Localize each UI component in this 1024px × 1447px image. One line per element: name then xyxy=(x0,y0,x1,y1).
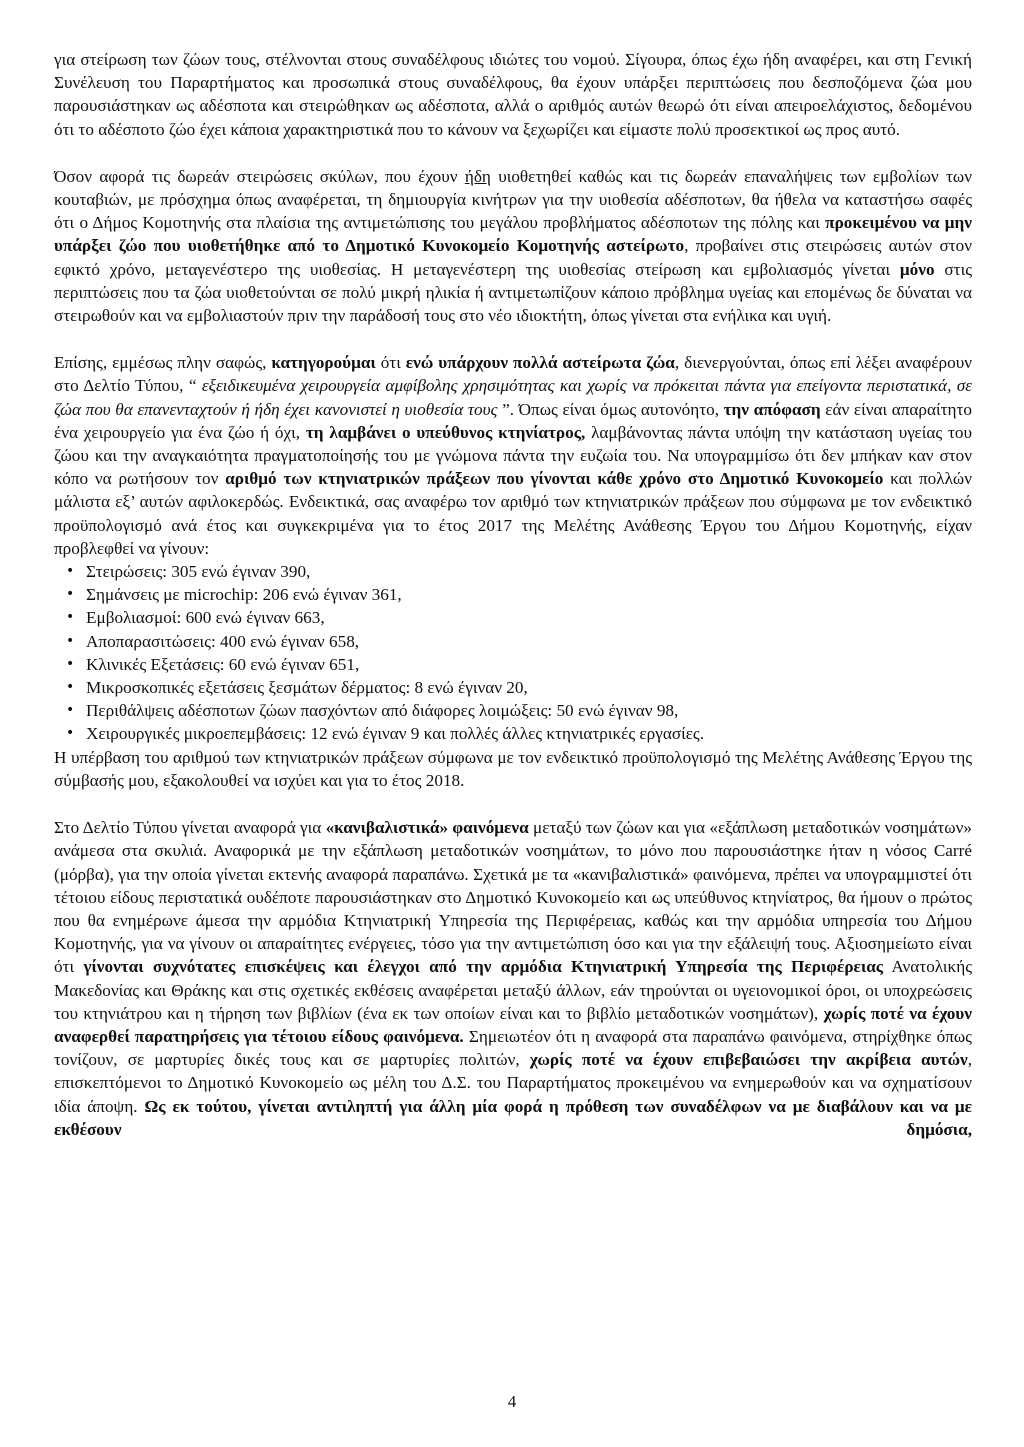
bold-text: «κανιβαλιστικά» φαινόμενα xyxy=(325,818,529,838)
bold-text: Ως εκ τούτου, γίνεται αντιληπτή για άλλη μία φορά η πρόθεση των συναδέλφων να με διαβάλουν και να με εκθέσουν δημόσια, xyxy=(54,1096,972,1139)
text: μεταξύ των ζώων και για «εξάπλωση μεταδοτικών νοσημάτων» ανάμεσα στα σκυλιά. Αναφορικά με την εξάπλωση μεταδοτικών νοσημάτων, το μόνο που παρουσιάστηκε ήταν η νόσος Carré (μόρβα), για την οποία γίνεται εκτενής αναφορά παραπάνω. Σχετικά με τα «κανιβαλιστικά» φαινόμενα, πρέπει να υπογραμμιστεί ότι τέτοιου είδους περιστατικά ουδέποτε παρουσιάστηκαν στο Δημοτικό Κυνοκομείο και ως υπεύθυνος κτηνίατρος, θα ήμουν ο πρώτος που θα ενημέρωνε άμεσα την αρμόδια Κτηνιατρική Υπηρεσία της Περιφέρειας, καθώς και την αρμόδια υπηρεσία του Δήμου Κομοτηνής, για να γίνουν οι απαραίτητες ενέργειες, τόσο για την αντιμετώπιση όσο και για την εξάλειψή τους. Αξιοσημείωτο είναι ότι xyxy=(54,818,972,977)
text: υιοθετηθεί καθώς και τις δωρεάν επαναλήψεις των εμβολίων των κουταβιών, με πρόσχημα όπως αναφέρεται, τη δημιουργία κινήτρων για την υιοθεσία αδέσποτων, θα ήθελα να καταστήσω σαφές ότι ο Δήμος Κομοτηνής στα πλαίσια της αντιμετώπισης του μεγάλου προβλήματος αδέσποτων της πόλης και xyxy=(54,166,972,233)
document-page xyxy=(54,48,972,1141)
paragraph-gap xyxy=(54,141,972,165)
text: Σημειωτέον ότι η αναφορά στα παραπάνω φαινόμενα, στηρίχθηκε όπως τονίζουν, σε μαρτυρίες δικές τους και σε μαρτυρίες πολιτών, xyxy=(54,1026,972,1070)
bold-text: ενώ υπάρχουν πολλά αστείρωτα ζώα xyxy=(405,353,675,373)
paragraph-gap xyxy=(54,792,972,816)
text: Επίσης, εμμέσως πλην σαφώς, xyxy=(54,353,272,373)
procedures-list xyxy=(54,560,972,746)
italic-quote: εξειδικευμένα χειρουργεία αμφίβολης χρησιμότητας και χωρίς να πρόκειται πάντα για επείγοντα περιστατικά, σε ζώα που θα επανενταχτούν ή ήδη έχει κανονιστεί η υιοθεσία τους xyxy=(54,376,972,419)
text: εάν είναι απαραίτητο ένα χειρουργείο για ένα ζώο ή όχι, xyxy=(54,399,972,442)
list-item: • Σημάνσεις με microchip: 206 ενώ έγιναν 361, xyxy=(54,583,972,606)
list-item: • Στειρώσεις: 305 ενώ έγιναν 390, xyxy=(54,560,972,583)
bold-text: κατηγορούμαι xyxy=(271,353,376,373)
bold-text: την απόφαση xyxy=(723,399,821,419)
list-item: • Κλινικές Εξετάσεις: 60 ενώ έγιναν 651, xyxy=(54,653,972,676)
underlined-text: ήδη xyxy=(464,166,491,186)
text: Όσον αφορά τις δωρεάν στειρώσεις σκύλων, που έχουν xyxy=(54,166,465,186)
text: ”. Όπως είναι όμως αυτονόητο, xyxy=(497,399,724,419)
bold-text: μόνο xyxy=(899,259,935,279)
bold-text: προκειμένου να μην υπάρξει ζώο που υιοθετήθηκε από το Δημοτικό Κυνοκομείο Κομοτηνής αστείρωτο xyxy=(54,213,972,256)
text: Ανατολικής Μακεδονίας και Θράκης και στις σχετικές εκθέσεις αναφέρεται μεταξύ άλλων, εάν τηρούνται οι υγειονομικοί όροι, οι υποχρεώσεις του κτηνιάτρου και η τήρηση των βιβλίων (ένα εκ των οποίων είναι και το βιβλίο μεταδοτικών νοσημάτων), xyxy=(54,957,973,1023)
list-item: • Εμβολιασμοί: 600 ενώ έγιναν 663, xyxy=(54,606,972,629)
text: , διενεργούνται, όπως επί λέξει αναφέρουν στο Δελτίο Τύπου, “ xyxy=(54,353,973,396)
paragraph-1 xyxy=(54,48,972,141)
bold-text: τη λαμβάνει ο υπεύθυνος κτηνίατρος, xyxy=(305,422,586,442)
paragraph-2 xyxy=(54,165,972,327)
text: και πολλών μάλιστα εξ’ αυτών αφιλοκερδώς. Ενδεικτικά, σας αναφέρω τον αριθμό των κτηνιατρικών πράξεων που σύμφωνα με τον ενδεικτικό προϋπολογισμό ανά έτος και συγκεκριμένα για το έτος 2017 της Μελέτης Ανάθεσης Έργου του Δήμου Κομοτηνής, είχαν προβλεφθεί να γίνουν: xyxy=(54,469,973,558)
text: , επισκεπτόμενοι το Δημοτικό Κυνοκομείο ως μέλη του Δ.Σ. του Παραρτήματος προκειμένου να ενημερωθούν και να σχηματίσουν ιδία άποψη. xyxy=(54,1050,972,1116)
text: Η υπέρβαση του αριθμού των κτηνιατρικών πράξεων σύμφωνα με τον ενδεικτικό προϋπολογισμό της Μελέτης Ανάθεσης Έργου της σύμβασής μου, εξακολουθεί να ισχύει και για το έτος 2018. xyxy=(54,747,972,790)
paragraph-4 xyxy=(54,746,972,792)
text: στις περιπτώσεις που τα ζώα υιοθετούνται σε πολύ μικρή ηλικία ή αντιμετωπίζουν κάποιο πρόβλημα υγείας και επομένως δε δύναται να στειρωθούν και να εμβολιαστούν πριν την παράδοσή τους στο νέο ιδιοκτήτη, όπως γίνεται στα ενήλικα και υγιή. xyxy=(54,259,972,326)
text: λαμβάνοντας πάντα υπόψη την κατάσταση υγείας του ζώου και την αναγκαιότητα πραγματοποίησής του με γνώμονα πάντα την ευζωία του. Να υπογραμμίσω ότι δεν μπήκαν καν στον κόπο να ρωτήσουν τον xyxy=(54,422,972,489)
list-item: • Χειρουργικές μικροεπεμβάσεις: 12 ενώ έγιναν 9 και πολλές άλλες κτηνιατρικές εργασίες. xyxy=(54,722,972,745)
paragraph-3 xyxy=(54,351,972,560)
text: Στο Δελτίο Τύπου γίνεται αναφορά για xyxy=(54,818,326,838)
bold-text: γίνονται συχνότατες επισκέψεις και έλεγχοι από την αρμόδια Κτηνιατρική Υπηρεσία της Περιφέρειας xyxy=(83,957,884,977)
list-item: • Αποπαρασιτώσεις: 400 ενώ έγιναν 658, xyxy=(54,630,972,653)
list-item: • Περιθάλψεις αδέσποτων ζώων πασχόντων από διάφορες λοιμώξεις: 50 ενώ έγιναν 98, xyxy=(54,699,972,722)
text: ότι xyxy=(375,353,406,373)
paragraph-gap xyxy=(54,327,972,351)
bold-text: χωρίς ποτέ να έχουν επιβεβαιώσει την ακρίβεια αυτών xyxy=(529,1050,968,1070)
text: , προβαίνει στις στειρώσεις αυτών στον εφικτό χρόνο, μεταγενέστερο της υιοθεσίας. Η μεταγενέστερη της υιοθεσίας στείρωση και εμβολιασμός γίνεται xyxy=(54,236,972,279)
list-item: • Μικροσκοπικές εξετάσεις ξεσμάτων δέρματος: 8 ενώ έγιναν 20, xyxy=(54,676,972,699)
paragraph-5 xyxy=(54,816,972,1141)
bold-text: αριθμό των κτηνιατρικών πράξεων που γίνονται κάθε χρόνο στο Δημοτικό Κυνοκομείο xyxy=(225,469,884,489)
page-number: 4 xyxy=(507,1392,517,1411)
text: για στείρωση των ζώων τους, στέλνονται στους συναδέλφους ιδιώτες του νομού. Σίγουρα, όπως έχω ήδη αναφέρει, και στη Γενική Συνέλευση του Παραρτήματος και προσωπικά στους συναδέλφους, θα έχουν υπάρξει περιπτώσεις που δεσποζόμενα ζώα μου παρουσιάστηκαν ως αδέσποτα και στειρώθηκαν ως αδέσποτα, αλλά ο αριθμός αυτών θεωρώ ότι είναι απειροελάχιστος, δεδομένου ότι το αδέσποτο ζώο έχει κάποια χαρακτηριστικά που το κάνουν να ξεχωρίζει και είμαστε πολύ προσεκτικοί ως προς αυτό. xyxy=(54,50,972,139)
bold-text: χωρίς ποτέ να έχουν αναφερθεί παρατηρήσεις για τέτοιου είδους φαινόμενα. xyxy=(54,1003,972,1046)
